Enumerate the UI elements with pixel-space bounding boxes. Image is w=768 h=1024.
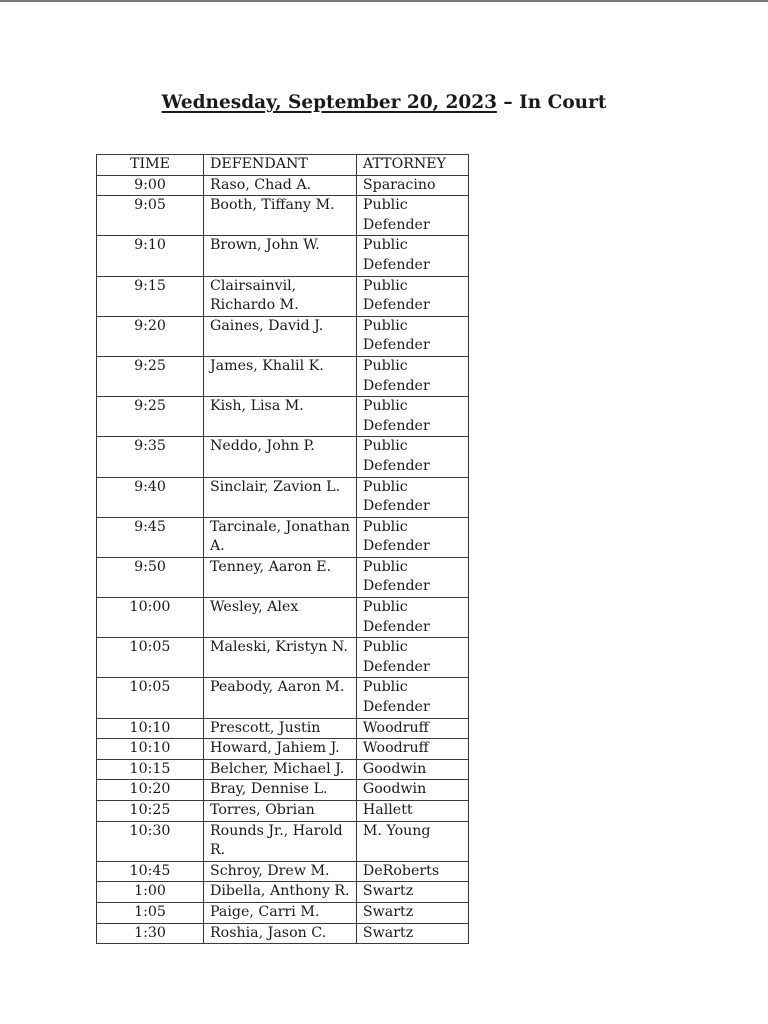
defendant-name-line: Clairsainvil, xyxy=(210,277,297,294)
defendant-cell xyxy=(204,397,357,437)
column-header-time: TIME xyxy=(97,155,204,176)
defendant-name-line: Prescott, Justin xyxy=(210,719,321,736)
attorney-cell xyxy=(356,356,468,396)
attorney-cell xyxy=(356,276,468,316)
attorney-name-line: Defender xyxy=(362,578,430,595)
defendant-name-line: Roshia, Jason C. xyxy=(210,924,327,941)
attorney-name-line: DeRoberts xyxy=(362,862,440,879)
time-cell: 9:25 xyxy=(97,356,204,396)
attorney-name-line: Defender xyxy=(362,297,430,314)
defendant-cell xyxy=(204,175,357,196)
attorney-cell xyxy=(356,598,468,638)
attorney-cell xyxy=(356,923,468,944)
table-row xyxy=(97,861,469,882)
attorney-cell xyxy=(356,902,468,923)
attorney-cell xyxy=(356,517,468,557)
table-row xyxy=(97,397,469,437)
time-cell: 9:10 xyxy=(97,236,204,276)
time-cell: 10:20 xyxy=(97,780,204,801)
defendant-name-line: Belcher, Michael J. xyxy=(210,760,345,777)
attorney-name-line: Defender xyxy=(362,699,430,716)
defendant-name-line: Rounds Jr., Harold xyxy=(210,822,343,839)
attorney-name-line: Public xyxy=(362,398,408,415)
table-row xyxy=(97,356,469,396)
attorney-name-line: Goodwin xyxy=(362,781,427,798)
defendant-cell xyxy=(204,598,357,638)
attorney-name-line: Public xyxy=(362,518,408,535)
table-row xyxy=(97,678,469,718)
defendant-name-line: Howard, Jahiem J. xyxy=(210,740,340,757)
defendant-cell xyxy=(204,437,357,477)
table-row xyxy=(97,316,469,356)
attorney-name-line: Public xyxy=(362,639,408,656)
attorney-name-line: Defender xyxy=(362,337,430,354)
defendant-cell xyxy=(204,196,357,236)
table-header-row xyxy=(97,155,469,176)
table-row xyxy=(97,718,469,739)
defendant-name-line: Gaines, David J. xyxy=(210,317,324,334)
defendant-cell xyxy=(204,718,357,739)
time-cell: 9:40 xyxy=(97,477,204,517)
attorney-name-line: Swartz xyxy=(362,903,414,920)
attorney-name-line: Sparacino xyxy=(362,176,436,193)
defendant-name-line: James, Khalil K. xyxy=(210,357,324,374)
time-cell: 9:35 xyxy=(97,437,204,477)
table-row xyxy=(97,598,469,638)
attorney-name-line: Defender xyxy=(362,618,430,635)
attorney-name-line: Defender xyxy=(362,216,430,233)
attorney-cell xyxy=(356,437,468,477)
column-header-attorney: ATTORNEY xyxy=(356,155,468,176)
defendant-cell xyxy=(204,821,357,861)
defendant-name-line: Tenney, Aaron E. xyxy=(210,558,332,575)
defendant-name-line: Raso, Chad A. xyxy=(210,176,312,193)
table-row xyxy=(97,780,469,801)
time-cell: 10:10 xyxy=(97,739,204,760)
attorney-name-line: Defender xyxy=(362,498,430,515)
attorney-name-line: Public xyxy=(362,558,408,575)
defendant-name-line: Kish, Lisa M. xyxy=(210,398,304,415)
attorney-cell xyxy=(356,397,468,437)
defendant-name-line: A. xyxy=(210,538,225,555)
table-row xyxy=(97,821,469,861)
attorney-name-line: Woodruff xyxy=(362,740,429,757)
defendant-name-line: Bray, Dennise L. xyxy=(210,781,328,798)
table-row xyxy=(97,557,469,597)
time-cell: 1:30 xyxy=(97,923,204,944)
column-header-defendant: DEFENDANT xyxy=(204,155,357,176)
attorney-name-line: Defender xyxy=(362,256,430,273)
time-cell: 10:15 xyxy=(97,759,204,780)
defendant-name-line: Maleski, Kristyn N. xyxy=(210,639,348,656)
attorney-cell xyxy=(356,477,468,517)
table-row xyxy=(97,517,469,557)
defendant-name-line: Tarcinale, Jonathan xyxy=(210,518,350,535)
table-row xyxy=(97,236,469,276)
attorney-name-line: Public xyxy=(362,237,408,254)
attorney-name-line: Defender xyxy=(362,658,430,675)
defendant-cell xyxy=(204,739,357,760)
attorney-cell xyxy=(356,196,468,236)
defendant-name-line: Dibella, Anthony R. xyxy=(210,883,350,900)
attorney-name-line: Public xyxy=(362,599,408,616)
attorney-name-line: Defender xyxy=(362,538,430,555)
title-date: Wednesday, September 20, 2023 xyxy=(161,92,497,113)
table-row xyxy=(97,437,469,477)
table-row xyxy=(97,759,469,780)
time-cell: 1:05 xyxy=(97,902,204,923)
attorney-name-line: M. Young xyxy=(362,822,431,839)
table-row xyxy=(97,196,469,236)
attorney-name-line: Swartz xyxy=(362,883,414,900)
attorney-cell xyxy=(356,678,468,718)
defendant-cell xyxy=(204,276,357,316)
attorney-name-line: Public xyxy=(362,317,408,334)
attorney-cell xyxy=(356,861,468,882)
defendant-name-line: Wesley, Alex xyxy=(210,599,299,616)
time-cell: 9:25 xyxy=(97,397,204,437)
attorney-cell xyxy=(356,557,468,597)
defendant-cell xyxy=(204,517,357,557)
defendant-cell xyxy=(204,236,357,276)
attorney-cell xyxy=(356,882,468,903)
defendant-cell xyxy=(204,759,357,780)
table-row xyxy=(97,801,469,822)
page-title xyxy=(0,92,768,113)
time-cell: 10:00 xyxy=(97,598,204,638)
defendant-cell xyxy=(204,801,357,822)
table-row xyxy=(97,638,469,678)
attorney-cell xyxy=(356,175,468,196)
defendant-cell xyxy=(204,861,357,882)
table-row xyxy=(97,175,469,196)
attorney-name-line: Hallett xyxy=(362,802,413,818)
time-cell: 1:00 xyxy=(97,882,204,903)
attorney-name-line: Public xyxy=(362,478,408,495)
attorney-name-line: Public xyxy=(362,197,408,214)
defendant-name-line: Booth, Tiffany M. xyxy=(210,197,335,214)
attorney-cell xyxy=(356,739,468,760)
defendant-cell xyxy=(204,882,357,903)
attorney-name-line: Public xyxy=(362,357,408,374)
time-cell: 10:05 xyxy=(97,638,204,678)
table-row xyxy=(97,276,469,316)
attorney-name-line: Woodruff xyxy=(362,719,429,736)
defendant-cell xyxy=(204,902,357,923)
attorney-cell xyxy=(356,780,468,801)
defendant-cell xyxy=(204,678,357,718)
defendant-name-line: Peabody, Aaron M. xyxy=(210,679,345,696)
defendant-cell xyxy=(204,557,357,597)
attorney-cell xyxy=(356,821,468,861)
attorney-cell xyxy=(356,236,468,276)
attorney-cell xyxy=(356,801,468,822)
attorney-name-line: Goodwin xyxy=(362,760,427,777)
time-cell: 10:10 xyxy=(97,718,204,739)
page-top-border xyxy=(0,0,768,2)
title-location: – In Court xyxy=(496,92,607,113)
defendant-cell xyxy=(204,780,357,801)
defendant-name-line: Schroy, Drew M. xyxy=(210,862,330,879)
table-row xyxy=(97,477,469,517)
defendant-name-line: Paige, Carri M. xyxy=(210,903,320,920)
time-cell: 9:45 xyxy=(97,517,204,557)
attorney-name-line: Defender xyxy=(362,417,430,434)
table-row xyxy=(97,739,469,760)
time-cell: 9:20 xyxy=(97,316,204,356)
attorney-name-line: Defender xyxy=(362,377,430,394)
attorney-name-line: Public xyxy=(362,679,408,696)
time-cell: 9:05 xyxy=(97,196,204,236)
court-schedule-table xyxy=(96,154,469,944)
attorney-name-line: Public xyxy=(362,277,408,294)
defendant-cell xyxy=(204,356,357,396)
defendant-name-line: Richardo M. xyxy=(210,297,299,314)
time-cell: 10:05 xyxy=(97,678,204,718)
table-row xyxy=(97,882,469,903)
defendant-cell xyxy=(204,638,357,678)
defendant-name-line: Neddo, John P. xyxy=(210,438,315,455)
table-body xyxy=(97,175,469,944)
defendant-name-line: Brown, John W. xyxy=(210,237,320,254)
defendant-name-line: Torres, Obrian xyxy=(210,802,315,818)
defendant-cell xyxy=(204,316,357,356)
attorney-cell xyxy=(356,718,468,739)
defendant-name-line: R. xyxy=(210,842,226,859)
time-cell: 9:00 xyxy=(97,175,204,196)
time-cell: 9:15 xyxy=(97,276,204,316)
attorney-name-line: Swartz xyxy=(362,924,414,941)
table-row xyxy=(97,923,469,944)
attorney-cell xyxy=(356,316,468,356)
attorney-cell xyxy=(356,759,468,780)
attorney-cell xyxy=(356,638,468,678)
defendant-cell xyxy=(204,923,357,944)
table-row xyxy=(97,902,469,923)
time-cell: 10:25 xyxy=(97,801,204,822)
defendant-name-line: Sinclair, Zavion L. xyxy=(210,478,341,495)
attorney-name-line: Public xyxy=(362,438,408,455)
time-cell: 9:50 xyxy=(97,557,204,597)
time-cell: 10:30 xyxy=(97,821,204,861)
attorney-name-line: Defender xyxy=(362,457,430,474)
time-cell: 10:45 xyxy=(97,861,204,882)
defendant-cell xyxy=(204,477,357,517)
